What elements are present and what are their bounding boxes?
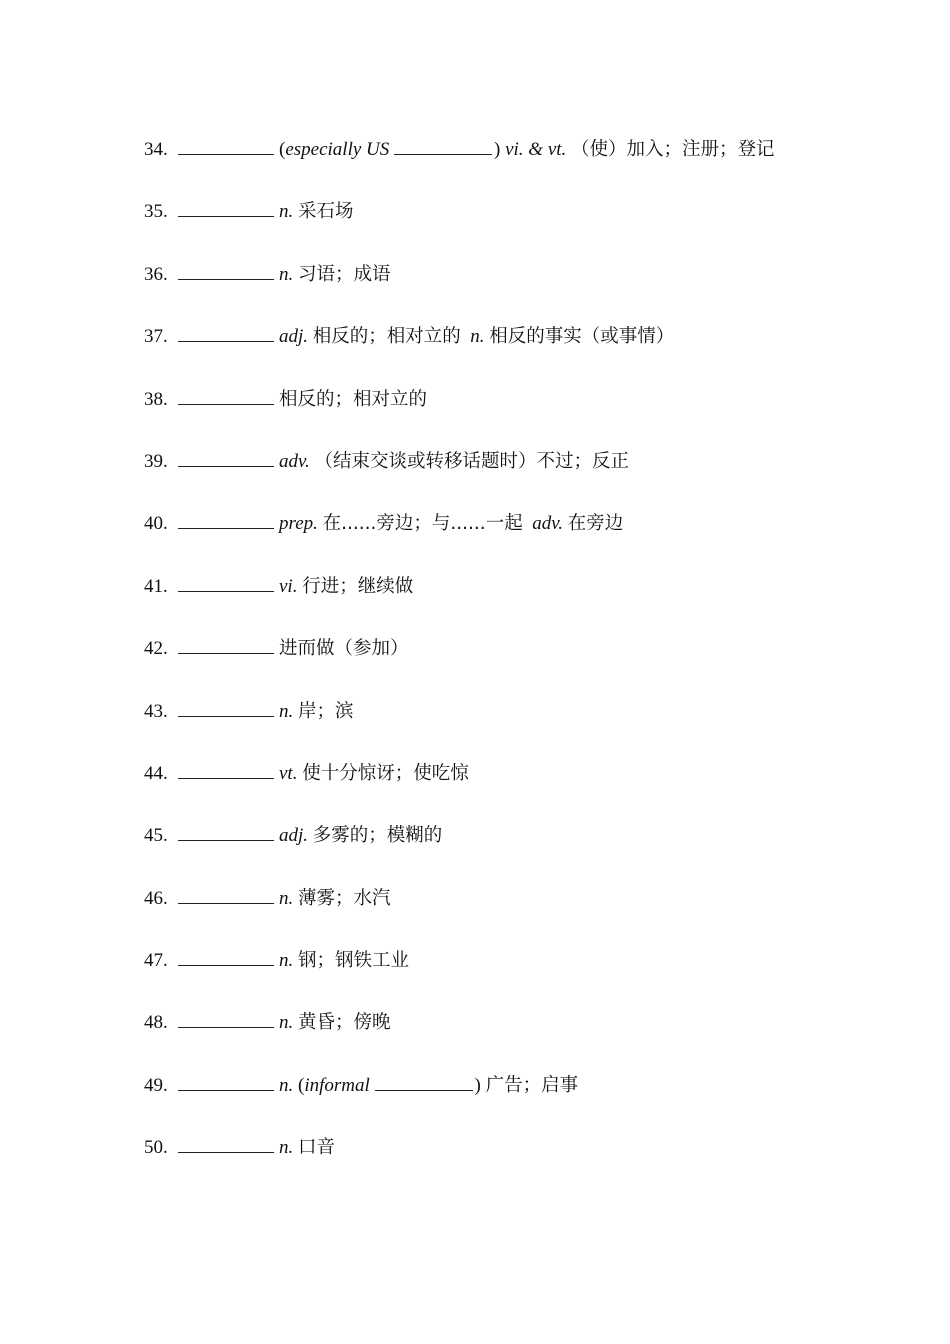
part-of-speech-2: adv.: [532, 513, 563, 535]
item-number: 46.: [144, 887, 168, 909]
definition: 口音: [298, 1137, 336, 1159]
list-item: [144, 635, 775, 697]
item-number: 38.: [144, 388, 168, 410]
list-item: [144, 136, 775, 198]
list-item: [144, 822, 775, 884]
definition: 行进；继续做: [302, 575, 414, 597]
list-item: [144, 1134, 775, 1196]
item-number: 39.: [144, 450, 168, 472]
definition-2: 在旁边: [567, 513, 624, 535]
list-item: [144, 1072, 775, 1134]
answer-blank[interactable]: [178, 261, 274, 280]
definition: 薄雾；水汽: [298, 887, 391, 909]
item-number: 41.: [144, 575, 168, 597]
list-item: [144, 198, 775, 260]
item-number: 47.: [144, 950, 168, 972]
part-of-speech: adj.: [279, 825, 309, 847]
definition: 黄昏；傍晚: [298, 1012, 391, 1034]
part-of-speech: n.: [279, 1012, 294, 1034]
answer-blank[interactable]: [178, 947, 274, 966]
list-item: [144, 947, 775, 1009]
part-of-speech: n.: [279, 263, 294, 285]
paren-close: ): [474, 1074, 481, 1096]
part-of-speech: n.: [279, 1137, 294, 1159]
paren-close: ): [494, 139, 501, 160]
list-item: [144, 261, 775, 323]
item-number: 40.: [144, 513, 168, 535]
part-of-speech: adj.: [279, 326, 309, 348]
list-item: [144, 386, 775, 448]
definition: 习语；成语: [298, 263, 391, 285]
list-item: [144, 698, 775, 760]
variant-answer-blank[interactable]: [375, 1072, 473, 1091]
list-item: [144, 448, 775, 510]
definition: （结束交谈或转移话题时）不过；反正: [314, 450, 630, 472]
list-item: [144, 760, 775, 822]
answer-blank[interactable]: [178, 198, 274, 217]
definition: 相反的；相对立的: [279, 388, 428, 410]
definition: 进而做（参加）: [279, 638, 409, 660]
list-item: [144, 885, 775, 947]
answer-blank[interactable]: [178, 822, 274, 841]
part-of-speech: vt.: [279, 762, 298, 784]
answer-blank[interactable]: [178, 386, 274, 405]
paren-open: (: [298, 1074, 305, 1096]
definition: 广告；启事: [485, 1074, 579, 1096]
definition: 多雾的；模糊的: [312, 825, 443, 847]
part-of-speech: n.: [279, 950, 294, 972]
answer-blank[interactable]: [178, 1072, 274, 1091]
item-number: 35.: [144, 201, 168, 223]
item-number: 49.: [144, 1074, 168, 1096]
answer-blank[interactable]: [178, 1009, 274, 1028]
item-number: 48.: [144, 1012, 168, 1034]
part-of-speech: n.: [279, 887, 294, 909]
definition: 岸；滨: [298, 700, 354, 722]
item-number: 45.: [144, 825, 168, 847]
definition-2: 相反的事实（或事情）: [489, 326, 675, 348]
usage-note: informal: [304, 1074, 370, 1096]
answer-blank[interactable]: [178, 760, 274, 779]
answer-blank[interactable]: [178, 323, 274, 342]
definition: 在......旁边；与......一起: [322, 513, 523, 535]
part-of-speech: n.: [279, 201, 294, 223]
item-number: 42.: [144, 638, 168, 660]
item-number: 34.: [144, 139, 168, 160]
answer-blank[interactable]: [178, 448, 274, 467]
vocabulary-list: [144, 136, 775, 1197]
definition: 使十分惊讶；使吃惊: [302, 762, 469, 784]
item-number: 37.: [144, 326, 168, 348]
list-item: [144, 510, 775, 572]
part-of-speech-2: n.: [470, 326, 485, 348]
part-of-speech: prep.: [279, 513, 318, 535]
list-item: [144, 1009, 775, 1071]
definition: （使）加入；注册；登记: [571, 139, 775, 160]
part-of-speech: adv.: [279, 450, 310, 472]
part-of-speech: n.: [279, 700, 294, 722]
part-of-speech: n.: [279, 1074, 294, 1096]
answer-blank[interactable]: [178, 635, 274, 654]
list-item: [144, 323, 775, 385]
definition: 相反的；相对立的: [312, 326, 461, 348]
item-number: 50.: [144, 1137, 168, 1159]
part-of-speech: vi.: [279, 575, 298, 597]
list-item: [144, 573, 775, 635]
item-number: 43.: [144, 700, 168, 722]
answer-blank[interactable]: [178, 885, 274, 904]
part-of-speech: vi. & vt.: [505, 139, 567, 160]
usage-note: especially US: [285, 139, 390, 160]
answer-blank[interactable]: [178, 573, 274, 592]
definition: 钢；钢铁工业: [298, 950, 410, 972]
paren-open: (: [279, 139, 286, 160]
answer-blank[interactable]: [178, 1134, 274, 1153]
item-number: 36.: [144, 263, 168, 285]
answer-blank[interactable]: [178, 136, 274, 155]
variant-answer-blank[interactable]: [394, 136, 492, 155]
answer-blank[interactable]: [178, 698, 274, 717]
answer-blank[interactable]: [178, 510, 274, 529]
definition: 采石场: [298, 201, 354, 223]
item-number: 44.: [144, 762, 168, 784]
